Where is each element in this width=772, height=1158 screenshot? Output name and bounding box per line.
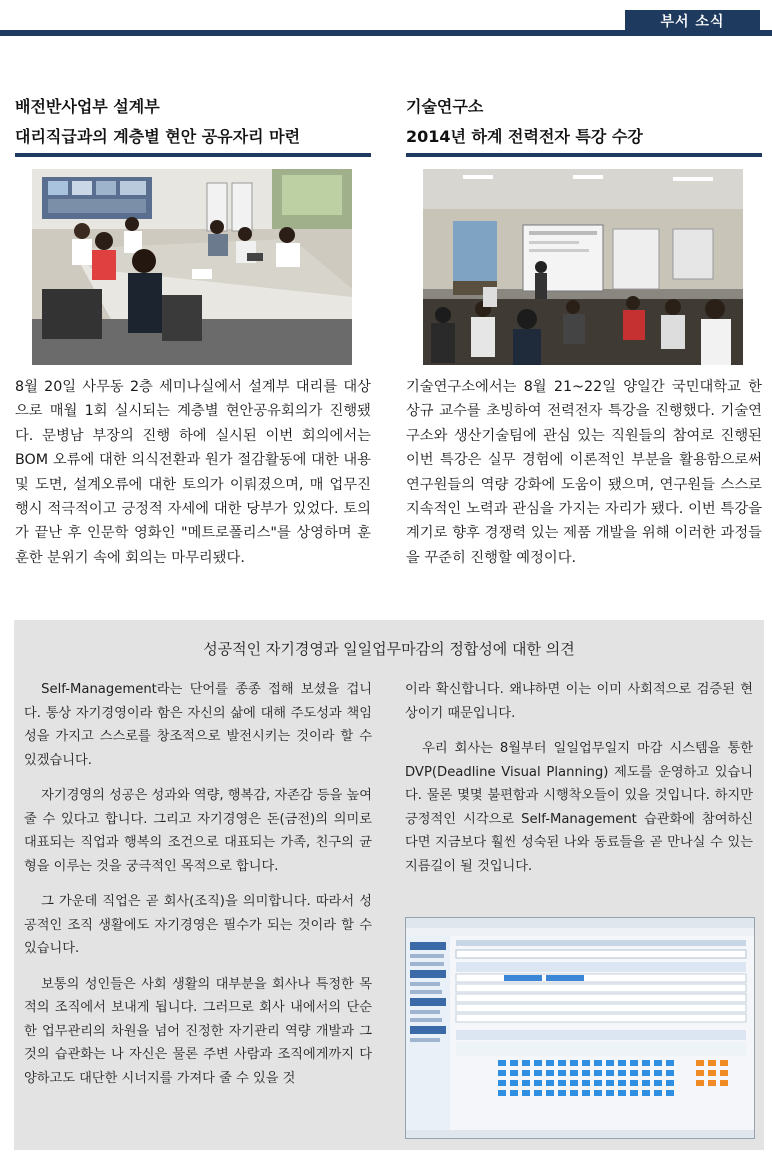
article-body: 8월 20일 사무동 2층 세미나실에서 설계부 대리를 대상으로 매월 1회 실시되는 계층별 현안공유회의가 진행됐다. 문병남 부장의 진행 하에 실시된 이번 회의에서는 BOM 오류에 대한 의식전환과 원가 절감활동에 대한 내용 및 도면, 설계오류에 대한 토의가 이뤄졌으며, 매 업무진행시 적극적이고 긍정적 자세에 대한 당부가 있었다. 토의가 끝난 후 인문학 영화인 "메트로폴리스"를 상영하며 훈훈한 분위기 속에 회의는 마무리됐다. <box>15 379 371 566</box>
article-body: 기술연구소에서는 8월 21~22일 양일간 국민대학교 한상규 교수를 초빙하여 전력전자 특강을 진행했다. 기술연구소와 생산기술팀에 관심 있는 직원들의 참여로 진행된 이번 특강은 실무 경험에 이론적인 부분을 활용함으로써 연구원들의 역량 강화에 도움이 됐으며, 연구원들 스스로 지속적인 노력과 관심을 가지는 자리가 됐다. 이번 특강을 계기로 향후 경쟁력 있는 제품 개발을 위해 이러한 과정들을 꾸준히 진행할 예정이다. <box>406 379 762 566</box>
opinion-column <box>14 620 764 1150</box>
article-title-line2: 2014년 하계 전력전자 특강 수강 <box>406 127 643 146</box>
column-paragraph: 이라 확신합니다. 왜냐하면 이는 이미 사회적으로 검증된 현상이기 때문입니다. <box>405 682 753 721</box>
column-paragraph: 우리 회사는 8월부터 일일업무일지 마감 시스템을 통한 DVP(Deadline Visual Planning) 제도를 운영하고 있습니다. 물론 몇몇 불편함과 시행착오들이 있을 것입니다. 하지만 긍정적인 시각으로 Self-Management 습관화에 참여하신다면 지금보다 훨씬 성숙된 나와 동료들을 곧 만나실 수 있는 지름길이 될 것입니다. <box>405 741 753 874</box>
lecture-photo-image <box>423 169 743 365</box>
dvp-screenshot-image <box>406 918 754 1138</box>
title-underline <box>406 153 762 157</box>
article-research <box>406 92 762 570</box>
column-title: 성공적인 자기경영과 일일업무마감의 정합성에 대한 의견 <box>203 640 575 658</box>
column-paragraph: Self-Management라는 단어를 종종 접해 보셨을 겁니다. 통상 자기경영이라 함은 자신의 삶에 대해 주도성과 책임성을 가지고 스스로를 창조적으로 발전시키는 것이라 할 수 있겠습니다. <box>24 682 372 768</box>
column-paragraph: 보통의 성인들은 사회 생활의 대부분을 회사나 특정한 목적의 조직에서 보내게 됩니다. 그러므로 회사 내에서의 단순한 업무관리의 차원을 넘어 진정한 자기관리 역량 개발과 그것의 습관화는 나 자신은 물론 주변 사람과 조직에게까지 다양하고도 대단한 시너지를 가져다 줄 수 있을 것 <box>24 976 372 1086</box>
article-title-line2: 대리직급과의 계층별 현안 공유자리 마련 <box>15 127 301 146</box>
meeting-photo <box>32 169 352 365</box>
title-underline <box>15 153 371 157</box>
meeting-photo-image <box>32 169 352 365</box>
column-paragraph: 자기경영의 성공은 성과와 역량, 행복감, 자존감 등을 높여 줄 수 있다고 합니다. 그리고 자기경영은 돈(금전)의 의미로 대표되는 직업과 행복의 조건으로 대표되는 가족, 친구의 균형을 이루는 것을 궁극적인 목적으로 합니다. <box>24 788 372 874</box>
lecture-photo <box>423 169 743 365</box>
column-right-text <box>405 678 753 890</box>
article-title-line1: 배전반사업부 설계부 <box>15 97 160 116</box>
dvp-system-screenshot <box>405 917 755 1139</box>
header-rule <box>0 30 772 36</box>
article-title-line1: 기술연구소 <box>406 97 484 116</box>
section-label: 부서 소식 <box>660 14 725 30</box>
article-design <box>15 92 371 570</box>
column-left-text <box>24 678 372 1102</box>
column-paragraph: 그 가운데 직업은 곧 회사(조직)을 의미합니다. 따라서 성공적인 조직 생활에도 자기경영은 필수가 되는 것이라 할 수 있습니다. <box>24 894 372 956</box>
